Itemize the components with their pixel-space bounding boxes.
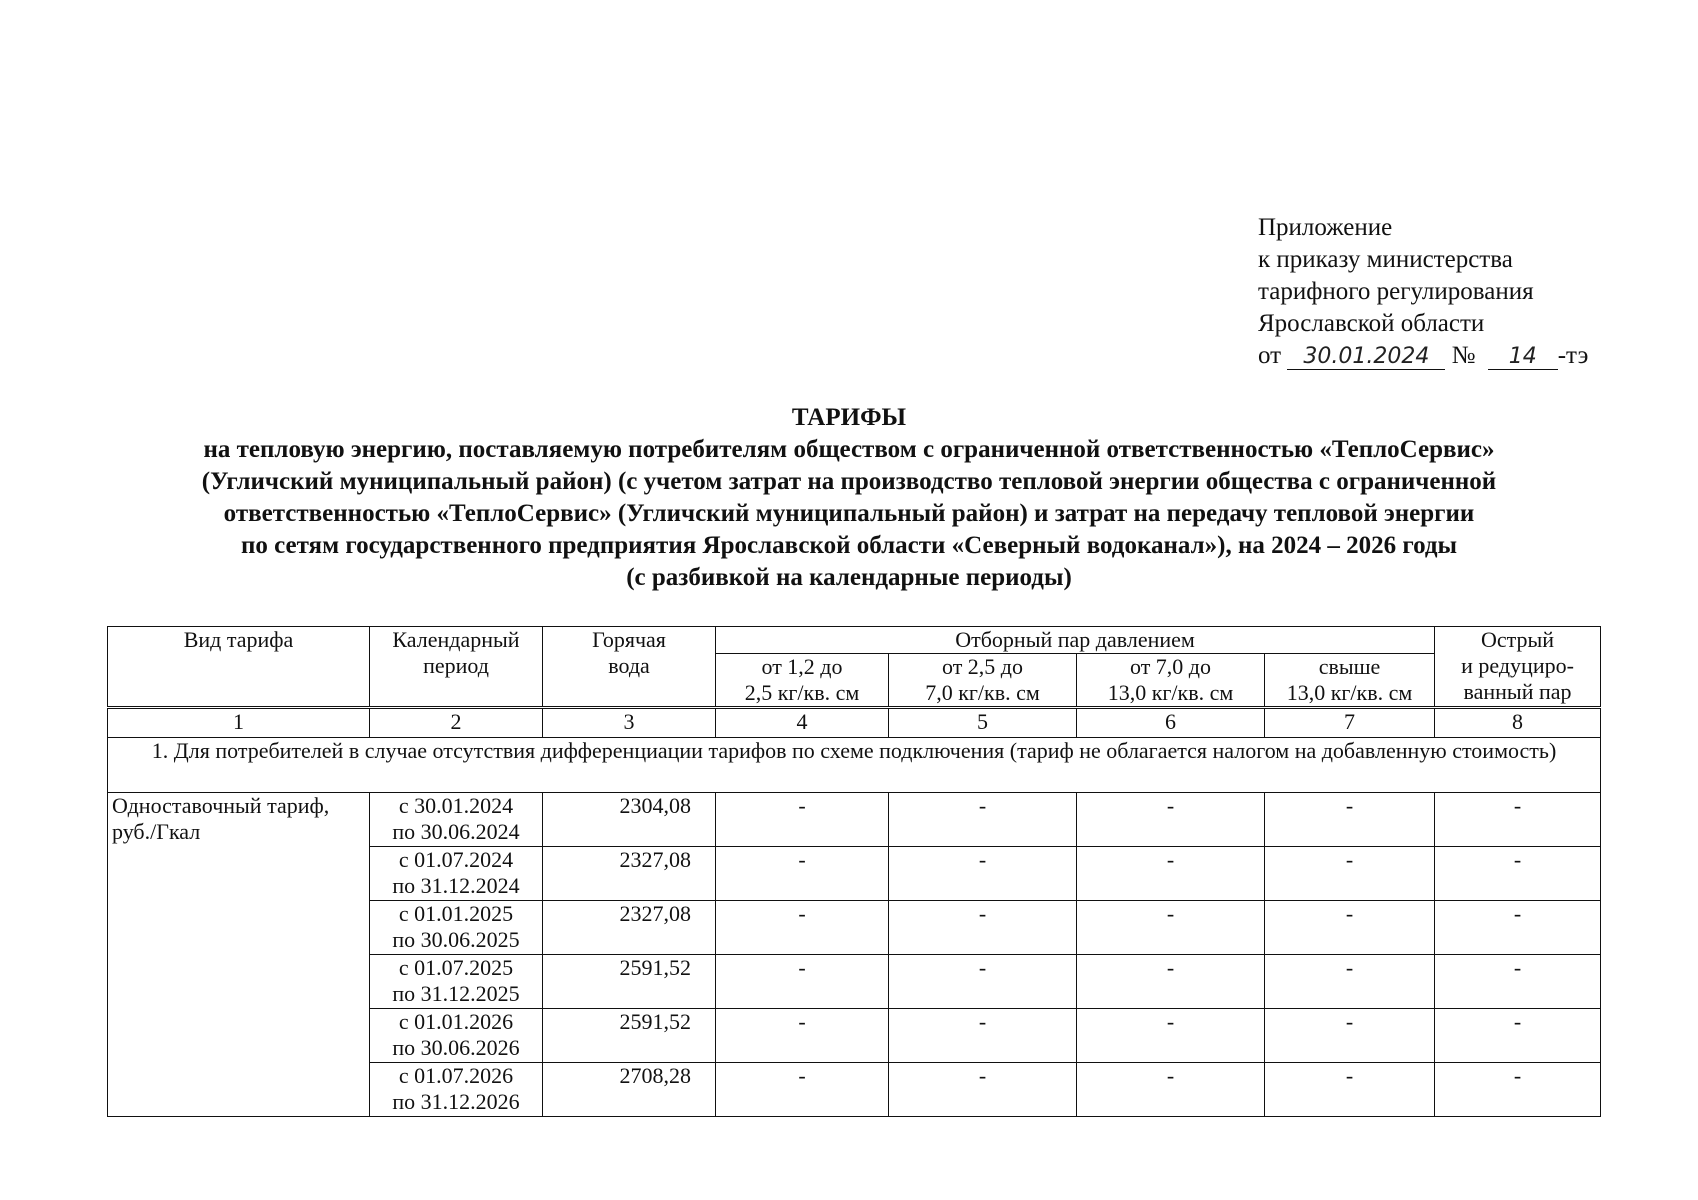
header-text: и редуциро- <box>1461 653 1574 678</box>
period-to: по 30.06.2026 <box>392 1035 520 1060</box>
hot-water-cell: 2327,08 <box>543 901 716 955</box>
steam-4-cell: - <box>1265 955 1435 1009</box>
appendix-line: Ярославской области <box>1258 310 1485 337</box>
header-text: от 1,2 до <box>761 654 843 679</box>
header-hot-water <box>543 627 716 708</box>
sharp-steam-cell: - <box>1435 901 1601 955</box>
sharp-steam-cell: - <box>1435 1063 1601 1117</box>
tariff-kind-cell <box>108 793 370 1117</box>
header-steam-group: Отборный пар давлением <box>716 627 1435 654</box>
title-heading: ТАРИФЫ <box>791 404 907 431</box>
steam-4-cell: - <box>1265 901 1435 955</box>
period-to: по 30.06.2025 <box>392 927 520 952</box>
tariff-table <box>107 626 1601 1117</box>
appendix-block <box>1258 212 1588 372</box>
steam-3-cell: - <box>1077 955 1265 1009</box>
period-to: по 31.12.2025 <box>392 981 520 1006</box>
column-number: 4 <box>716 708 889 738</box>
appendix-order-line <box>1258 340 1588 372</box>
period-from: с 01.01.2026 <box>398 1009 514 1034</box>
hot-water-cell: 2327,08 <box>543 847 716 901</box>
period-from: с 01.01.2025 <box>398 901 514 926</box>
period-cell <box>370 901 543 955</box>
period-from: с 01.07.2025 <box>398 955 514 980</box>
header-text: ванный пар <box>1463 679 1572 704</box>
header-text: Горячая <box>592 627 666 652</box>
header-text: Острый <box>1480 627 1555 652</box>
period-to: по 30.06.2024 <box>392 819 520 844</box>
order-suffix: -тэ <box>1557 342 1589 369</box>
period-from: с 01.07.2026 <box>398 1063 514 1088</box>
period-to: по 31.12.2026 <box>392 1089 520 1114</box>
period-cell <box>370 955 543 1009</box>
steam-4-cell: - <box>1265 847 1435 901</box>
from-label: от <box>1258 342 1282 369</box>
steam-2-cell: - <box>889 1009 1077 1063</box>
period-cell <box>370 793 543 847</box>
hot-water-cell: 2591,52 <box>543 955 716 1009</box>
sharp-steam-cell: - <box>1435 955 1601 1009</box>
column-number: 5 <box>889 708 1077 738</box>
steam-1-cell: - <box>716 793 889 847</box>
steam-1-cell: - <box>716 901 889 955</box>
tariff-kind-text: руб./Гкал <box>112 819 201 844</box>
title-line: на тепловую энергию, поставляемую потребителям обществом с ограниченной ответственностью «ТеплоСервис» <box>203 436 1495 463</box>
period-cell <box>370 1009 543 1063</box>
appendix-line: Приложение <box>1258 214 1393 241</box>
steam-2-cell: - <box>889 1063 1077 1117</box>
steam-1-cell: - <box>716 847 889 901</box>
title-line: ответственностью «ТеплоСервис» (Угличский муниципальный район) и затрат на передачу тепловой энергии <box>223 500 1475 527</box>
steam-2-cell: - <box>889 955 1077 1009</box>
header-steam-1 <box>716 654 889 708</box>
column-number: 6 <box>1077 708 1265 738</box>
period-cell <box>370 1063 543 1117</box>
header-steam-3 <box>1077 654 1265 708</box>
hot-water-cell: 2708,28 <box>543 1063 716 1117</box>
title-line: (с разбивкой на календарные периоды) <box>626 564 1072 591</box>
header-period <box>370 627 543 708</box>
steam-1-cell: - <box>716 1063 889 1117</box>
steam-2-cell: - <box>889 901 1077 955</box>
column-number: 1 <box>108 708 370 738</box>
order-number-handwritten: 14 <box>1488 345 1558 370</box>
steam-3-cell: - <box>1077 847 1265 901</box>
steam-4-cell: - <box>1265 793 1435 847</box>
document-title <box>100 402 1598 594</box>
order-date-handwritten: 30.01.2024 <box>1287 345 1445 370</box>
header-sharp-steam <box>1435 627 1601 708</box>
header-text: период <box>423 653 489 678</box>
header-row <box>108 627 1601 654</box>
period-from: с 01.07.2024 <box>398 847 514 872</box>
column-number: 3 <box>543 708 716 738</box>
tariff-kind-text: Одноставочный тариф, <box>112 793 330 818</box>
header-text: Календарный <box>392 627 520 652</box>
period-cell <box>370 847 543 901</box>
steam-1-cell: - <box>716 1009 889 1063</box>
steam-3-cell: - <box>1077 1063 1265 1117</box>
header-kind: Вид тарифа <box>108 627 370 708</box>
header-text: 7,0 кг/кв. см <box>925 680 1040 705</box>
header-text: от 7,0 до <box>1129 654 1212 679</box>
steam-4-cell: - <box>1265 1009 1435 1063</box>
period-from: с 30.01.2024 <box>398 793 514 818</box>
steam-3-cell: - <box>1077 1009 1265 1063</box>
sharp-steam-cell: - <box>1435 793 1601 847</box>
steam-3-cell: - <box>1077 793 1265 847</box>
column-number-row <box>108 708 1601 738</box>
sharp-steam-cell: - <box>1435 847 1601 901</box>
hot-water-cell: 2304,08 <box>543 793 716 847</box>
header-text: 13,0 кг/кв. см <box>1107 680 1234 705</box>
header-text: 13,0 кг/кв. см <box>1286 680 1413 705</box>
header-text: от 2,5 до <box>941 654 1024 679</box>
header-text: свыше <box>1318 654 1381 679</box>
steam-2-cell: - <box>889 793 1077 847</box>
steam-3-cell: - <box>1077 901 1265 955</box>
title-line: (Угличский муниципальный район) (с учетом затрат на производство тепловой энергии общества с ограниченной <box>201 468 1497 495</box>
title-line: по сетям государственного предприятия Ярославской области «Северный водоканал»), на 2024 – 2026 годы <box>240 532 1458 559</box>
header-steam-4 <box>1265 654 1435 708</box>
steam-4-cell: - <box>1265 1063 1435 1117</box>
table-row <box>108 793 1601 847</box>
column-number: 8 <box>1435 708 1601 738</box>
section-title: 1. Для потребителей в случае отсутствия дифференциации тарифов по схеме подключения (тариф не облагается налогом на добавленную стоимость) <box>108 738 1601 793</box>
number-label: № <box>1451 342 1476 369</box>
column-number: 7 <box>1265 708 1435 738</box>
hot-water-cell: 2591,52 <box>543 1009 716 1063</box>
header-steam-2 <box>889 654 1077 708</box>
header-text: вода <box>608 653 650 678</box>
column-number: 2 <box>370 708 543 738</box>
appendix-line: тарифного регулирования <box>1258 278 1534 305</box>
sharp-steam-cell: - <box>1435 1009 1601 1063</box>
section-row <box>108 738 1601 793</box>
appendix-line: к приказу министерства <box>1258 246 1513 273</box>
steam-2-cell: - <box>889 847 1077 901</box>
header-text: 2,5 кг/кв. см <box>744 680 860 705</box>
period-to: по 31.12.2024 <box>392 873 520 898</box>
steam-1-cell: - <box>716 955 889 1009</box>
